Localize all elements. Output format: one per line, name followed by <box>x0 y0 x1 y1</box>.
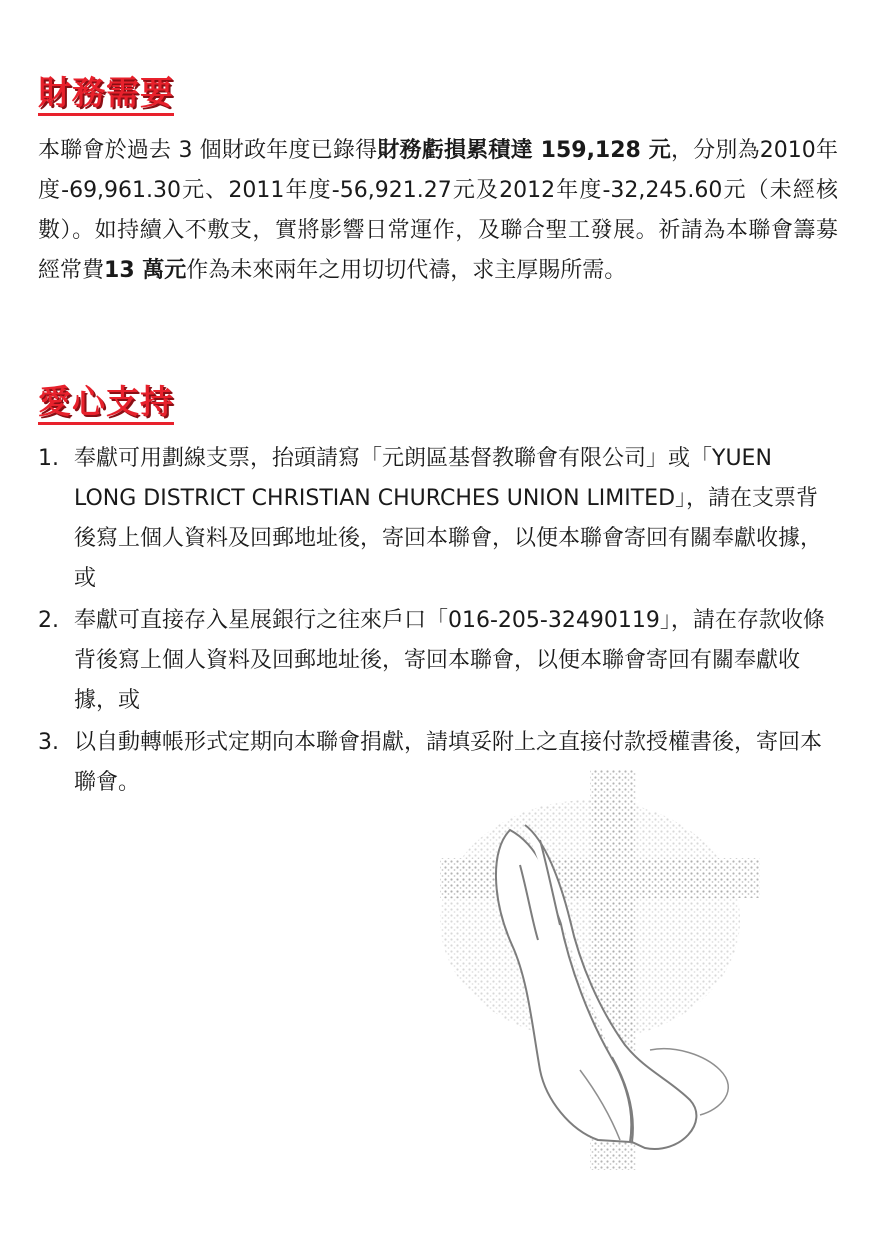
praying-hands-cross-icon <box>420 770 780 1170</box>
finance-text-mid: ，分別為2010年度-69,961.30元、2011年度-56,921.27元及2012年度-32,245.60元（未經核數）。如持續入不敷支，實將影響日常運作，及聯合聖工發展。祈請為本聯會籌募經常費 <box>38 138 838 283</box>
list-text: 奉獻可直接存入星展銀行之往來戶口「016-205-32490119」，請在存款收條背後寫上個人資料及回郵地址後，寄回本聯會，以便本聯會寄回有關奉獻收據，或 <box>74 608 825 713</box>
list-number: 3. <box>38 730 59 755</box>
list-text: 以自動轉帳形式定期向本聯會捐獻，請填妥附上之直接付款授權書後，寄回本聯會。 <box>74 730 823 795</box>
finance-paragraph <box>38 131 838 291</box>
support-list <box>38 439 838 805</box>
support-heading: 愛心支持 <box>38 382 174 425</box>
finance-heading: 財務需要 <box>38 73 174 116</box>
list-text: 奉獻可用劃線支票，抬頭請寫「元朗區基督教聯會有限公司」或「YUEN LONG DISTRICT CHRISTIAN CHURCHES UNION LIMITED」，請在支票背後寫上個人資料及回郵地址後，寄回本聯會，以便本聯會寄回有關奉獻收據，或 <box>74 446 823 591</box>
finance-target-amount: 13 萬元 <box>104 258 187 283</box>
finance-text-post: 作為未來兩年之用切切代禱，求主厚賜所需。 <box>186 258 627 283</box>
finance-deficit-total: 財務虧損累積達 159,128 元 <box>377 138 671 163</box>
list-number: 1. <box>38 446 59 471</box>
finance-text-pre: 本聯會於過去 3 個財政年度已錄得 <box>38 138 378 163</box>
list-number: 2. <box>38 608 59 633</box>
list-item <box>38 439 838 599</box>
list-item <box>38 601 838 721</box>
